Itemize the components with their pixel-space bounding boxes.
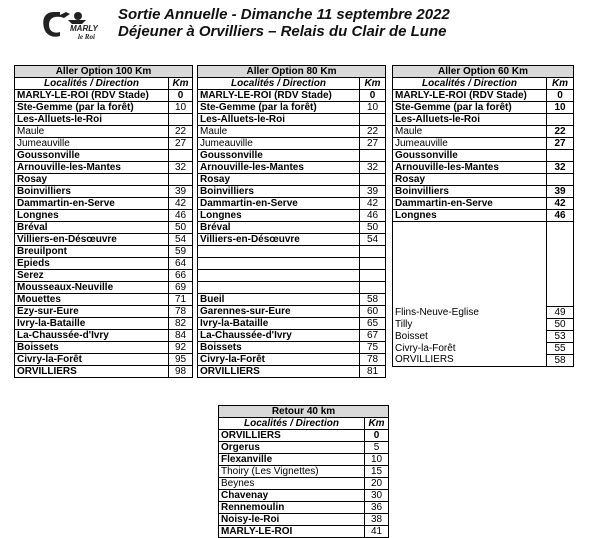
empty-cell [547, 222, 574, 307]
km-cell: 27 [547, 138, 574, 150]
locality-cell [198, 246, 360, 258]
table-row [15, 126, 193, 138]
table-row [15, 150, 193, 162]
locality-cell: Goussonville [15, 150, 169, 162]
locality-cell: MARLY-LE-ROI (RDV Stade) [393, 90, 547, 102]
table-row [393, 174, 574, 186]
km-cell [360, 246, 386, 258]
table-row [219, 478, 389, 490]
locality-cell: Bréval [15, 222, 169, 234]
table-row [15, 234, 193, 246]
locality-cell: La-Chaussée-d'Ivry [15, 330, 169, 342]
route-table-80km [197, 65, 386, 378]
km-cell: 10 [547, 102, 574, 114]
km-cell: 39 [547, 186, 574, 198]
locality-cell: Longnes [15, 210, 169, 222]
locality-cell: Chavenay [219, 490, 365, 502]
locality-cell: Ste-Gemme (par la forêt) [393, 102, 547, 114]
km-cell [547, 174, 574, 186]
table-row [393, 150, 574, 162]
km-cell [360, 270, 386, 282]
column-header-localites: Localités / Direction [393, 78, 547, 90]
km-cell: 10 [365, 454, 389, 466]
svg-text:MARLY: MARLY [70, 24, 98, 33]
km-cell: 54 [360, 234, 386, 246]
column-header-km: Km [365, 418, 389, 430]
table-row [15, 270, 193, 282]
km-cell: 59 [169, 246, 193, 258]
table-row [15, 366, 193, 378]
locality-cell: Rosay [198, 174, 360, 186]
locality-cell: Civry-la-Forêt [198, 354, 360, 366]
table-row [219, 526, 389, 538]
km-cell: 46 [169, 210, 193, 222]
km-cell: 15 [365, 466, 389, 478]
route-table-60km [392, 65, 574, 367]
locality-cell: Arnouville-les-Mantes [393, 162, 547, 174]
table-row [198, 114, 386, 126]
km-cell: 0 [365, 430, 389, 442]
km-cell: 42 [169, 198, 193, 210]
table-row [198, 258, 386, 270]
locality-cell: Boinvilliers [198, 186, 360, 198]
locality-cell: ORVILLIERS [393, 354, 547, 366]
km-cell: 65 [360, 318, 386, 330]
route-table-retour [218, 405, 389, 538]
km-cell: 60 [360, 306, 386, 318]
km-cell: 50 [360, 222, 386, 234]
km-cell: 39 [360, 186, 386, 198]
locality-cell: Garennes-sur-Eure [198, 306, 360, 318]
locality-cell: Flins-Neuve-Eglise [393, 306, 547, 318]
km-cell: 0 [547, 90, 574, 102]
locality-cell [198, 282, 360, 294]
table-row [15, 222, 193, 234]
table-row [198, 126, 386, 138]
locality-cell: Maule [15, 126, 169, 138]
table-row [198, 138, 386, 150]
locality-cell: La-Chaussée-d'Ivry [198, 330, 360, 342]
locality-cell: Bueil [198, 294, 360, 306]
locality-cell: Ivry-la-Bataille [198, 318, 360, 330]
km-cell [360, 282, 386, 294]
svg-text:le Roi: le Roi [78, 33, 95, 41]
km-cell: 22 [169, 126, 193, 138]
km-cell: 66 [169, 270, 193, 282]
km-cell: 49 [547, 306, 574, 318]
table-row [393, 186, 574, 198]
table-row [198, 270, 386, 282]
locality-cell: Dammartin-en-Serve [15, 198, 169, 210]
km-cell [169, 150, 193, 162]
locality-cell: Boissets [15, 342, 169, 354]
table-row [393, 198, 574, 210]
locality-cell: Villiers-en-Désœuvre [198, 234, 360, 246]
locality-cell: ORVILLIERS [198, 366, 360, 378]
km-cell: 32 [360, 162, 386, 174]
column-header-localites: Localités / Direction [198, 78, 360, 90]
table-row [393, 114, 574, 126]
locality-cell: Rosay [393, 174, 547, 186]
locality-cell: Boissets [198, 342, 360, 354]
table-row [198, 318, 386, 330]
km-cell: 32 [169, 162, 193, 174]
locality-cell: Dammartin-en-Serve [198, 198, 360, 210]
km-cell: 75 [360, 342, 386, 354]
km-cell: 50 [169, 222, 193, 234]
table-row [393, 126, 574, 138]
locality-cell: Civry-la-Forêt [15, 354, 169, 366]
table-row [15, 90, 193, 102]
table-row [219, 502, 389, 514]
km-cell: 5 [365, 442, 389, 454]
table-row [198, 366, 386, 378]
table-row [15, 306, 193, 318]
km-cell: 54 [169, 234, 193, 246]
table-row [198, 330, 386, 342]
locality-cell: Maule [393, 126, 547, 138]
km-cell: 53 [547, 330, 574, 342]
km-cell: 78 [360, 354, 386, 366]
locality-cell: Bréval [198, 222, 360, 234]
km-cell [360, 150, 386, 162]
column-header-km: Km [547, 78, 574, 90]
locality-cell [198, 270, 360, 282]
locality-cell: MARLY-LE-ROI [219, 526, 365, 538]
km-cell: 81 [360, 366, 386, 378]
km-cell: 55 [547, 342, 574, 354]
locality-cell: Rosay [15, 174, 169, 186]
table-row [198, 354, 386, 366]
km-cell: 10 [360, 102, 386, 114]
locality-cell: Civry-la-Forêt [393, 342, 547, 354]
locality-cell: Goussonville [393, 150, 547, 162]
km-cell: 82 [169, 318, 193, 330]
column-header-km: Km [169, 78, 193, 90]
km-cell [547, 150, 574, 162]
table-row [393, 330, 574, 342]
locality-cell: Noisy-le-Roi [219, 514, 365, 526]
title-line-1: Sortie Annuelle - Dimanche 11 septembre 2022 [118, 6, 450, 23]
locality-cell: Jumeauville [393, 138, 547, 150]
route-table-100km [14, 65, 193, 378]
km-cell [360, 258, 386, 270]
table-row [393, 90, 574, 102]
locality-cell: Thoiry (Les Vignettes) [219, 466, 365, 478]
empty-cell [393, 222, 547, 307]
table-row [393, 306, 574, 318]
km-cell: 92 [169, 342, 193, 354]
locality-cell: MARLY-LE-ROI (RDV Stade) [198, 90, 360, 102]
table-row [15, 318, 193, 330]
locality-cell: ORVILLIERS [15, 366, 169, 378]
table-gap [393, 222, 574, 307]
table-row [198, 246, 386, 258]
table-row [219, 430, 389, 442]
km-cell: 20 [365, 478, 389, 490]
table-row [393, 210, 574, 222]
table-row [219, 466, 389, 478]
locality-cell: Serez [15, 270, 169, 282]
km-cell: 71 [169, 294, 193, 306]
table-row [15, 246, 193, 258]
km-cell: 58 [360, 294, 386, 306]
km-cell [360, 114, 386, 126]
table-row [393, 102, 574, 114]
table-row [15, 186, 193, 198]
table-row [198, 198, 386, 210]
table-row [393, 138, 574, 150]
locality-cell: Flexanville [219, 454, 365, 466]
km-cell: 0 [169, 90, 193, 102]
table-row [15, 282, 193, 294]
locality-cell: ORVILLIERS [219, 430, 365, 442]
column-header-localites: Localités / Direction [15, 78, 169, 90]
locality-cell: Boinvilliers [393, 186, 547, 198]
column-header-km: Km [360, 78, 386, 90]
table-row [393, 342, 574, 354]
locality-cell: Les-Alluets-le-Roi [198, 114, 360, 126]
locality-cell: Mousseaux-Neuville [15, 282, 169, 294]
locality-cell: Jumeauville [198, 138, 360, 150]
table-row [198, 306, 386, 318]
locality-cell: Goussonville [198, 150, 360, 162]
locality-cell: Tilly [393, 318, 547, 330]
table-row [198, 102, 386, 114]
table-row [393, 354, 574, 366]
locality-cell: Les-Alluets-le-Roi [15, 114, 169, 126]
locality-cell: Maule [198, 126, 360, 138]
table-row [15, 162, 193, 174]
table-row [15, 198, 193, 210]
km-cell: 95 [169, 354, 193, 366]
locality-cell: Breuilpont [15, 246, 169, 258]
table-row [219, 442, 389, 454]
km-cell: 78 [169, 306, 193, 318]
table-row [198, 174, 386, 186]
locality-cell: Longnes [393, 210, 547, 222]
locality-cell: Dammartin-en-Serve [393, 198, 547, 210]
table-title: Retour 40 km [219, 406, 389, 418]
column-header-localites: Localités / Direction [219, 418, 365, 430]
locality-cell: Epieds [15, 258, 169, 270]
km-cell: 42 [360, 198, 386, 210]
table-row [198, 90, 386, 102]
km-cell: 41 [365, 526, 389, 538]
table-row [198, 342, 386, 354]
locality-cell: Rennemoulin [219, 502, 365, 514]
locality-cell: Longnes [198, 210, 360, 222]
km-cell: 46 [547, 210, 574, 222]
locality-cell: Ste-Gemme (par la forêt) [198, 102, 360, 114]
table-row [15, 114, 193, 126]
table-row [15, 174, 193, 186]
km-cell: 27 [360, 138, 386, 150]
table-title: Aller Option 80 Km [198, 66, 386, 78]
table-row [15, 210, 193, 222]
locality-cell: Boisset [393, 330, 547, 342]
page-title [118, 6, 450, 40]
table-row [198, 294, 386, 306]
title-line-2: Déjeuner à Orvilliers – Relais du Clair de Lune [118, 23, 447, 40]
locality-cell: Les-Alluets-le-Roi [393, 114, 547, 126]
km-cell: 30 [365, 490, 389, 502]
table-row [198, 282, 386, 294]
km-cell: 27 [169, 138, 193, 150]
table-row [15, 138, 193, 150]
km-cell: 36 [365, 502, 389, 514]
locality-cell: Arnouville-les-Mantes [198, 162, 360, 174]
locality-cell: Mouettes [15, 294, 169, 306]
table-row [393, 162, 574, 174]
table-title: Aller Option 60 Km [393, 66, 574, 78]
km-cell: 58 [547, 354, 574, 366]
km-cell: 22 [360, 126, 386, 138]
km-cell: 10 [169, 102, 193, 114]
locality-cell: MARLY-LE-ROI (RDV Stade) [15, 90, 169, 102]
locality-cell: Arnouville-les-Mantes [15, 162, 169, 174]
km-cell: 84 [169, 330, 193, 342]
km-cell: 46 [360, 210, 386, 222]
km-cell: 38 [365, 514, 389, 526]
table-row [15, 294, 193, 306]
km-cell: 22 [547, 126, 574, 138]
table-row [198, 210, 386, 222]
locality-cell: Ezy-sur-Eure [15, 306, 169, 318]
table-row [219, 454, 389, 466]
table-row [198, 162, 386, 174]
table-title: Aller Option 100 Km [15, 66, 193, 78]
locality-cell: Villiers-en-Désœuvre [15, 234, 169, 246]
table-row [198, 186, 386, 198]
km-cell: 50 [547, 318, 574, 330]
km-cell: 69 [169, 282, 193, 294]
locality-cell: Jumeauville [15, 138, 169, 150]
club-logo [40, 8, 104, 42]
km-cell: 32 [547, 162, 574, 174]
table-row [15, 258, 193, 270]
table-row [15, 354, 193, 366]
locality-cell [198, 258, 360, 270]
km-cell: 67 [360, 330, 386, 342]
locality-cell: Ste-Gemme (par la forêt) [15, 102, 169, 114]
table-row [198, 234, 386, 246]
km-cell: 39 [169, 186, 193, 198]
locality-cell: Ivry-la-Bataille [15, 318, 169, 330]
table-row [15, 342, 193, 354]
km-cell: 0 [360, 90, 386, 102]
table-row [15, 330, 193, 342]
km-cell [169, 174, 193, 186]
locality-cell: Orgerus [219, 442, 365, 454]
km-cell: 98 [169, 366, 193, 378]
locality-cell: Boinvilliers [15, 186, 169, 198]
km-cell [547, 114, 574, 126]
km-cell: 64 [169, 258, 193, 270]
table-row [198, 222, 386, 234]
table-row [219, 490, 389, 502]
table-row [198, 150, 386, 162]
table-row [393, 318, 574, 330]
km-cell: 42 [547, 198, 574, 210]
table-row [15, 102, 193, 114]
km-cell [360, 174, 386, 186]
table-row [219, 514, 389, 526]
locality-cell: Beynes [219, 478, 365, 490]
km-cell [169, 114, 193, 126]
